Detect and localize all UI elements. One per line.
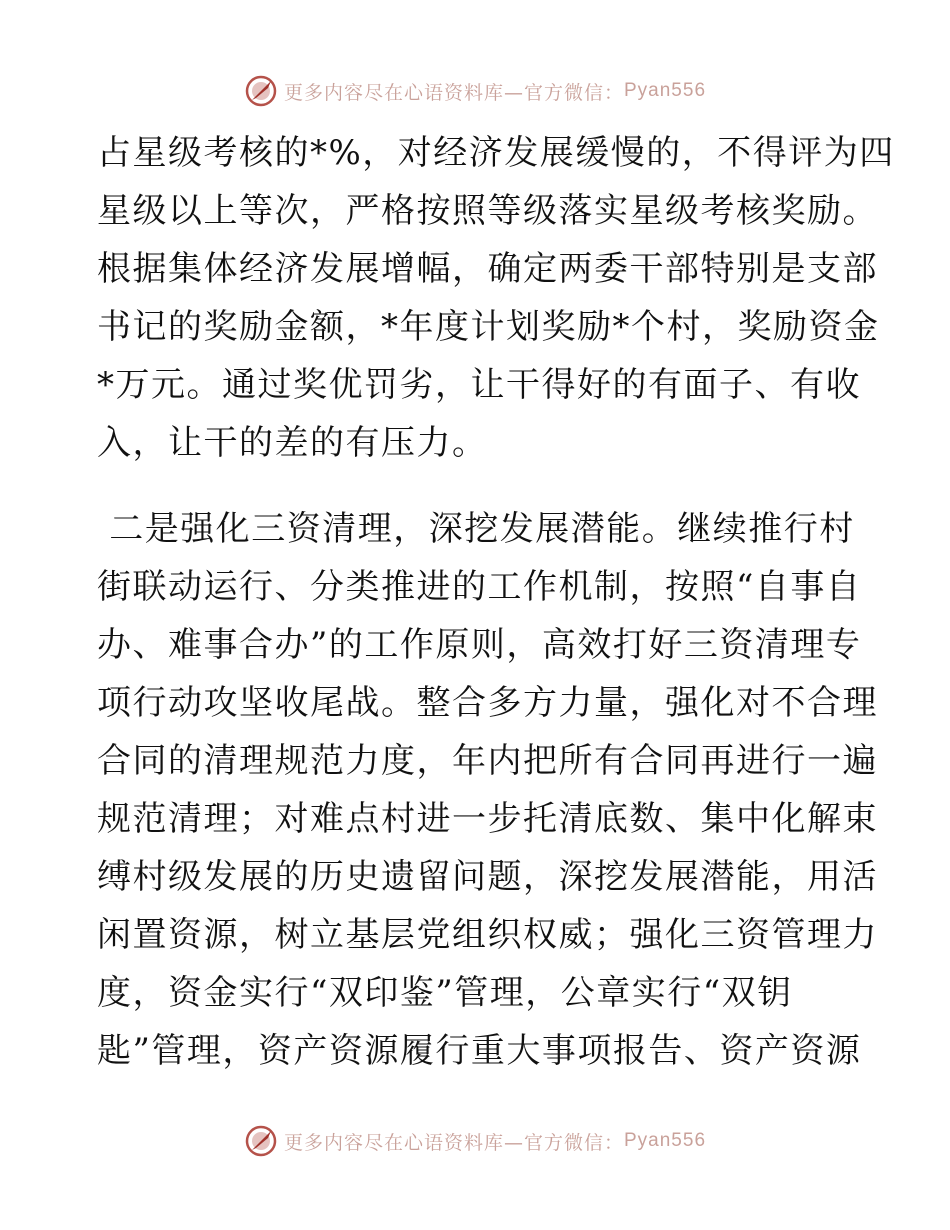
text-line: 项行动攻坚收尾战。整合多方力量，强化对不合理 bbox=[97, 683, 878, 723]
text-line: 缚村级发展的历史遗留问题，深挖发展潜能，用活 bbox=[97, 857, 878, 897]
watermark-wechat-id: Pyan556 bbox=[624, 1130, 707, 1151]
paragraph-gap bbox=[97, 472, 857, 500]
text-line: *万元。通过奖优罚劣，让干得好的有面子、有收 bbox=[97, 365, 861, 405]
text-line: 闲置资源，树立基层党组织权威；强化三资管理力 bbox=[97, 915, 878, 955]
document-body bbox=[97, 124, 895, 1080]
text-line: 二是强化三资清理，深挖发展潜能。继续推行村 bbox=[97, 509, 855, 549]
text-line: 根据集体经济发展增幅，确定两委干部特别是支部 bbox=[97, 249, 878, 289]
paragraph-2 bbox=[97, 500, 878, 1080]
text-line: 度，资金实行“双印鉴”管理，公章实行“双钥 bbox=[97, 973, 793, 1013]
quill-seal-icon bbox=[244, 1124, 278, 1158]
text-line: 办、难事合办”的工作原则，高效打好三资清理专 bbox=[97, 625, 862, 665]
text-line: 匙”管理，资产资源履行重大事项报告、资产资源 bbox=[97, 1031, 862, 1071]
text-line: 规范清理；对难点村进一步托清底数、集中化解束 bbox=[97, 799, 878, 839]
text-line: 入，让干的差的有压力。 bbox=[97, 423, 488, 463]
text-line: 街联动运行、分类推进的工作机制，按照“自事自 bbox=[97, 567, 862, 607]
paragraph-1 bbox=[97, 124, 895, 472]
text-line: 占星级考核的*%，对经济发展缓慢的，不得评为四 bbox=[97, 133, 895, 173]
text-line: 星级以上等次，严格按照等级落实星级考核奖励。 bbox=[97, 191, 878, 231]
watermark-text: 更多内容尽在心语资料库—官方微信： bbox=[283, 1131, 624, 1154]
text-line: 合同的清理规范力度，年内把所有合同再进行一遍 bbox=[97, 741, 878, 781]
text-line: 书记的奖励金额，*年度计划奖励*个村，奖励资金 bbox=[97, 307, 880, 347]
footer-watermark bbox=[0, 1124, 950, 1158]
watermark-wechat-id: Pyan556 bbox=[624, 80, 707, 101]
watermark-text: 更多内容尽在心语资料库—官方微信： bbox=[283, 81, 624, 104]
quill-seal-icon bbox=[244, 74, 278, 108]
header-watermark bbox=[0, 74, 950, 108]
